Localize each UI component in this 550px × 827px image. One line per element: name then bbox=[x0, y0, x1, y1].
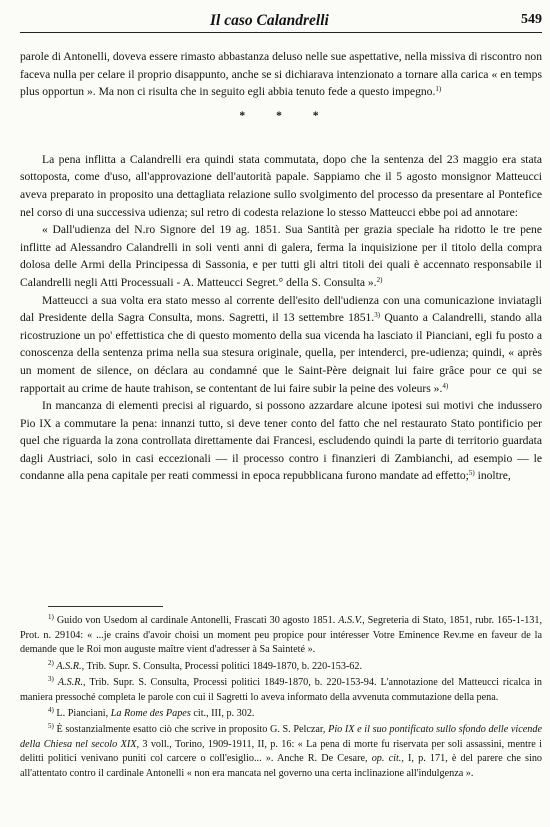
paragraph-3: In mancanza di elementi precisi al riguardo, si possono azzardare alcune ipotesi sui motivi che indussero Pio IX a commutare la pena: innanzi tutto, si deve tener conto del fatto che nel restaurato Stato pontificio per quel che riguarda la zona controllata direttamente dai Francesi, escludendo quindi la parte di territorio guardata dagli Austriaci, solo in casi eccezionali — il processo contro i finanzieri di Zambianchi, ad esempio — le condanne alla pena capitale per reati commessi in epoca repubblicana furono mandate ad effetto;$^{5)}$ inoltre, bbox=[20, 399, 542, 483]
footnote-3: $^{3)}$ A.S.R., Trib. Supr. S. Consulta, Processi politici 1849-1870, b. 220-153-94. L'annotazione del Matteucci ricalca in maniera pressoché completa le parole con cui il Sagretti lo aveva informato della avvenuta commutazione della pena. bbox=[20, 674, 542, 703]
top-paragraph: parole di Antonelli, doveva essere rimasto abbastanza deluso nelle sue aspettative, nella missiva di riscontro non faceva nulla per celare il proprio disappunto, anche se si dichiarava intenzionato a tornare alla carica « en temps plus opportun ». Ma non ci risulta che in seguito egli abbia tenuto fede a questo impegno.$^{1)}$ bbox=[20, 50, 542, 99]
footnote-ref-3: 3) bbox=[374, 311, 381, 320]
main-text bbox=[20, 48, 542, 485]
footnote-ref-4: 4) bbox=[442, 381, 449, 390]
footnote-5: $^{5)}$ È sostanzialmente esatto ciò che scrive in proposito G. S. Pelczar, Pio IX e il suo pontificato sullo sfondo delle vicende della Chiesa nel secolo XIX, 3 voll., Torino, 1909-1911, II, p. 16: « La pena di morte fu riservata per soli assassini, mentre i delitti politici venivano puniti col carcere o coll'esiglio... ». Anche R. De Cesare, op. cit., I, p. 171, è del parere che sino all'attentato contro il cardinale Antonelli « non era mancata nel governo una certa inclinazione all'indulgenza ». bbox=[20, 721, 543, 780]
footnote-ref-2: 2) bbox=[376, 275, 383, 284]
header-rule bbox=[20, 32, 542, 33]
footnotes bbox=[20, 614, 542, 783]
footnote-1: $^{1)}$ Guido von Usedom al cardinale Antonelli, Frascati 30 agosto 1851. A.S.V., Segreteria di Stato, 1851, rubr. 165-1-131, Prot. n. 29104: « ...je crains d'avoir choisi un moment peu propice pour intéresser Votre Eminence Rev.me en faveur de la demande que le Roi mon auguste maître vient d'adresser à Sa Sainteté ». bbox=[20, 613, 543, 656]
footnote-4: $^{4)}$ L. Pianciani, La Rome des Papes cit., III, p. 302. bbox=[48, 705, 255, 719]
section-separator: * * * bbox=[239, 108, 333, 122]
running-header bbox=[20, 12, 542, 34]
running-title: Il caso Calandrelli bbox=[210, 12, 329, 29]
page-number: 549 bbox=[521, 12, 542, 27]
paragraph-2: Matteucci a sua volta era stato messo al corrente dell'esito dell'udienza con una comunicazione inviatagli dal Presidente della Sagra Consulta, mons. Sagretti, il 13 settembre 1851.$^{3)}$ Quanto a Calandrelli, stando alla ricostruzione un po' effettistica che di questo momento della sua vicenda ha lasciato il Pianciani, egli fu posto a conoscenza della sentenza prima nella sua stesura originale, quella, per intenderci, pre-udienza; quindi, « après un moment de silence, on déclara au condamné que le Saint-Père deignait lui faire grâce pour ce qui se rapportait au crime de haute trahison, se contentant de lui faire subir la peine des voleurs ».$^{4)}$ bbox=[20, 293, 543, 395]
footnote-ref-5: 5) bbox=[468, 469, 475, 478]
block-quote: « Dall'udienza del N.ro Signore del 19 ag. 1851. Sua Santità per grazia speciale ha ridotto le tre pene inflitte ad Alessandro Calandrelli in soli venti anni di galera, ferma la inquisizione per il titolo della compra dolosa delle Armi della Principessa di Sassonia, e per tutti gli altri titoli dei quali è accennato responsabile il Calandrelli negli Atti Processuali - A. Matteucci Segret.° della S. Consulta ».$^{2)}$ bbox=[20, 223, 542, 289]
footnote-2: $^{2)}$ A.S.R., Trib. Supr. S. Consulta, Processi politici 1849-1870, b. 220-153-62. bbox=[48, 658, 363, 672]
footnote-ref-1: 1) bbox=[435, 85, 442, 94]
paragraph-1: La pena inflitta a Calandrelli era quindi stata commutata, dopo che la sentenza del 23 maggio era stata sottoposta, come d'uso, all'approvazione dell'autorità papale. Sappiamo che il 5 agosto monsignor Matteucci aveva preparato in proposito una dettagliata relazione sullo svolgimento del processo da presentare al Pontefice nel corso di una successiva udienza; sul retro di codesta relazione lo stesso Matteucci ebbe poi ad annotare: bbox=[20, 152, 542, 219]
footnote-rule bbox=[48, 606, 163, 607]
